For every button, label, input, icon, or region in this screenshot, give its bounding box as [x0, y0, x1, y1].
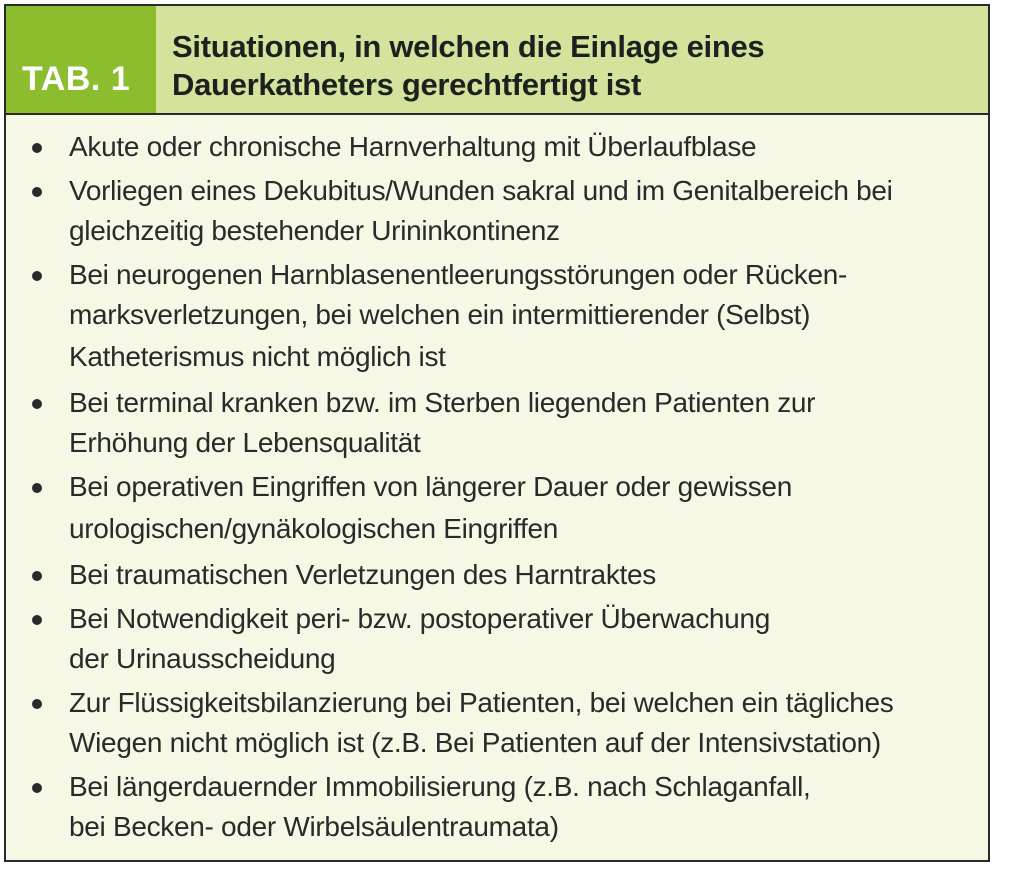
item-line: Wiegen nicht möglich ist (z.B. Bei Patienten auf der Intensivstation)	[69, 727, 881, 758]
list-item	[6, 127, 988, 167]
item-line: Bei traumatischen Verletzungen des Harntraktes	[69, 559, 656, 590]
item-line: marksverletzungen, bei welchen ein intermittierender (Selbst)	[69, 299, 811, 330]
tab-label: TAB. 1	[6, 6, 156, 113]
item-line: der Urinausscheidung	[69, 643, 336, 674]
item-line: urologischen/gynäkologischen Eingriffen	[69, 513, 559, 544]
list-item	[6, 555, 988, 595]
table-title	[156, 6, 988, 113]
item-line: gleichzeitig bestehender Urininkontinenz	[69, 215, 560, 246]
list-item	[6, 171, 988, 251]
item-line: Bei neurogenen Harnblasenentleerungsstörungen oder Rücken-	[69, 259, 848, 290]
bullet-icon	[32, 615, 42, 625]
item-line: Bei operativen Eingriffen von längerer Dauer oder gewissen	[69, 471, 792, 502]
list-item	[6, 683, 988, 763]
title-line-1: Situationen, in welchen die Einlage eines	[172, 29, 765, 64]
bullet-icon	[32, 187, 42, 197]
item-line: Vorliegen eines Dekubitus/Wunden sakral und im Genitalbereich bei	[69, 175, 893, 206]
table-header	[6, 6, 988, 115]
table-box	[4, 4, 990, 862]
list-item	[6, 767, 988, 847]
situations-list	[6, 115, 988, 851]
list-item	[6, 599, 988, 679]
bullet-icon	[32, 699, 42, 709]
item-line: Akute oder chronische Harnverhaltung mit Überlaufblase	[69, 131, 757, 162]
bullet-icon	[32, 143, 42, 153]
item-line: Bei Notwendigkeit peri- bzw. postoperativer Überwachung	[69, 603, 770, 634]
item-line: Erhöhung der Lebensqualität	[69, 427, 421, 458]
bullet-icon	[32, 483, 42, 493]
item-line: Bei längerdauernder Immobilisierung (z.B. nach Schlaganfall,	[69, 771, 811, 802]
item-line: bei Becken- oder Wirbelsäulentraumata)	[69, 811, 559, 842]
item-line: Zur Flüssigkeitsbilanzierung bei Patienten, bei welchen ein tägliches	[69, 687, 894, 718]
list-item	[6, 467, 988, 551]
list-item	[6, 383, 988, 463]
bullet-icon	[32, 571, 42, 581]
item-line: Katheterismus nicht möglich ist	[69, 341, 446, 372]
list-item	[6, 255, 988, 379]
bullet-icon	[32, 783, 42, 793]
item-line: Bei terminal kranken bzw. im Sterben liegenden Patienten zur	[69, 387, 816, 418]
title-line-2: Dauerkatheters gerechtfertigt ist	[172, 67, 642, 102]
bullet-icon	[32, 271, 42, 281]
bullet-icon	[32, 399, 42, 409]
